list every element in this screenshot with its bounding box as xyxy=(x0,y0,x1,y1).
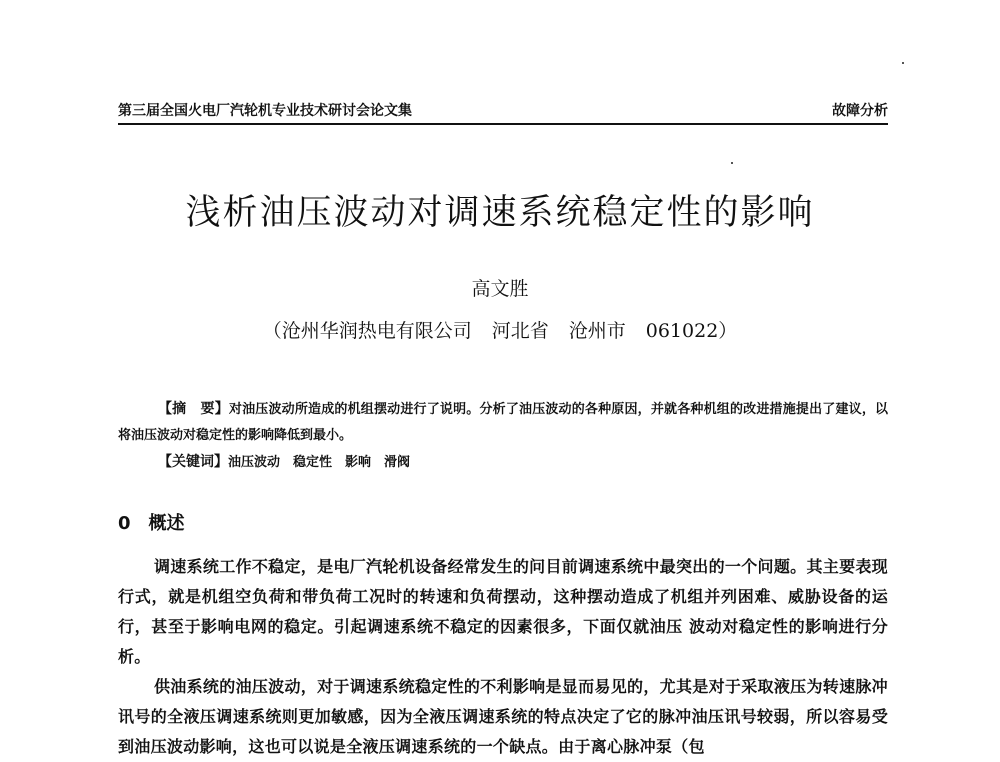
affiliation-city: 沧州市 xyxy=(568,320,626,342)
body-text xyxy=(118,552,888,762)
keywords-text: 油压波动 稳定性 影响 滑阀 xyxy=(228,455,411,470)
paragraph: 供油系统的油压波动，对于调速系统稳定性的不利影响是显而易见的，尤其是对于采取液压为转速脉冲讯号的全液压调速系统则更加敏感，因为全液压调速系统的特点决定了它的脉冲油压讯号较弱，所以容易受到油压波动影响，这也可以说是全液压调速系统的一个缺点。由于离心脉冲泵（包 xyxy=(118,677,888,756)
section-heading xyxy=(118,509,185,535)
scan-speck xyxy=(731,162,733,164)
proceedings-title: 第三届全国火电厂汽轮机专业技术研讨会论文集 xyxy=(118,103,412,119)
affiliation-postcode: 061022） xyxy=(645,320,738,342)
keywords-label: 【关键词】 xyxy=(158,454,228,470)
abstract-text: 对油压波动所造成的机组摆动进行了说明。分析了油压波动的各种原因，并就各种机组的改进措施提出了建议，以将油压波动对稳定性的影响降低到最小。 xyxy=(118,402,888,443)
section-title: 概述 xyxy=(148,513,185,534)
abstract-label: 【摘 要】 xyxy=(158,401,229,417)
running-header xyxy=(118,98,888,120)
affiliation-province: 河北省 xyxy=(491,320,549,342)
section-number: 0 xyxy=(118,513,131,534)
header-rule xyxy=(118,123,888,125)
section-category: 故障分析 xyxy=(832,103,888,119)
keywords xyxy=(118,449,888,476)
paper-title: 浅析油压波动对调速系统稳定性的影响 xyxy=(185,193,815,233)
abstract-block xyxy=(118,396,888,476)
scan-speck xyxy=(902,62,904,64)
affiliation-org: （沧州华润热电有限公司 xyxy=(262,320,472,342)
abstract xyxy=(118,396,888,449)
paragraph: 调速系统工作不稳定，是电厂汽轮机设备经常发生的问目前调速系统中最突出的一个问题。其主要表现行式，就是机组空负荷和带负荷工况时的转速和负荷摆动，这种摆动造成了机组并列困难、威胁设备的运行，甚至于影响电网的稳定。引起调速系统不稳定的因素很多，下面仅就油压 波动对稳定性的影响进行分析。 xyxy=(118,557,888,666)
author-affiliation xyxy=(0,316,1000,343)
author-name: 高文胜 xyxy=(471,278,529,300)
